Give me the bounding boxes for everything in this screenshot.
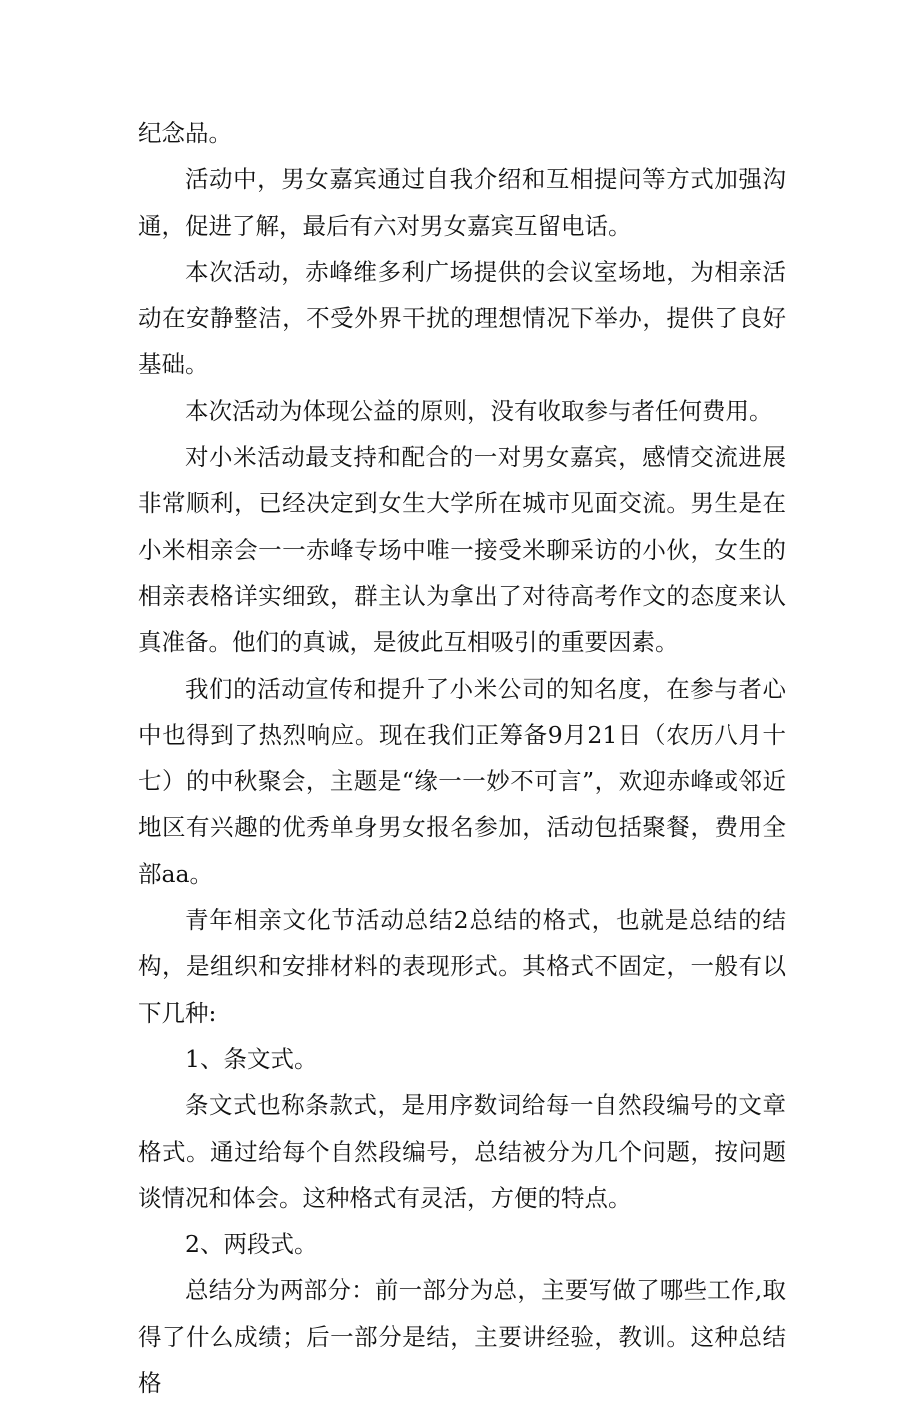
paragraph: 本次活动，赤峰维多利广场提供的会议室场地，为相亲活动在安静整洁，不受外界干扰的理想情况下举办，提供了良好基础。 (138, 257, 786, 379)
paragraph: 我们的活动宣传和提升了小米公司的知名度，在参与者心中也得到了热烈响应。现在我们正筹备9月21日（农历八月十七）的中秋聚会，主题是“缘一一妙不可言”，欢迎赤峰或邻近地区有兴趣的优秀单身男女报名参加，活动包括聚餐，费用全部aa。 (138, 674, 786, 888)
section-heading: 2、两段式。 (185, 1230, 318, 1259)
document-body (138, 110, 786, 1406)
paragraph: 对小米活动最支持和配合的一对男女嘉宾，感情交流进展非常顺利，已经决定到女生大学所在城市见面交流。男生是在小米相亲会一一赤峰专场中唯一接受米聊采访的小伙，女生的相亲表格详实细致，群主认为拿出了对待高考作文的态度来认真准备。他们的真诚，是彼此互相吸引的重要因素。 (138, 443, 786, 657)
section-heading: 1、条文式。 (185, 1044, 318, 1073)
paragraph: 活动中，男女嘉宾通过自我介绍和互相提问等方式加强沟通，促进了解，最后有六对男女嘉宾互留电话。 (138, 165, 786, 240)
paragraph: 本次活动为体现公益的原则，没有收取参与者任何费用。 (185, 396, 773, 425)
paragraph-continuation: 纪念品。 (138, 119, 232, 147)
paragraph: 条文式也称条款式，是用序数词给每一自然段编号的文章格式。通过给每个自然段编号，总结被分为几个问题，按问题谈情况和体会。这种格式有灵活，方便的特点。 (138, 1091, 786, 1212)
paragraph: 青年相亲文化节活动总结2总结的格式，也就是总结的结构，是组织和安排材料的表现形式。其格式不固定，一般有以下几种: (138, 906, 786, 1027)
paragraph: 总结分为两部分：前一部分为总，主要写做了哪些工作,取得了什么成绩；后一部分是结，主要讲经验，教训。这种总结格 (138, 1276, 786, 1398)
